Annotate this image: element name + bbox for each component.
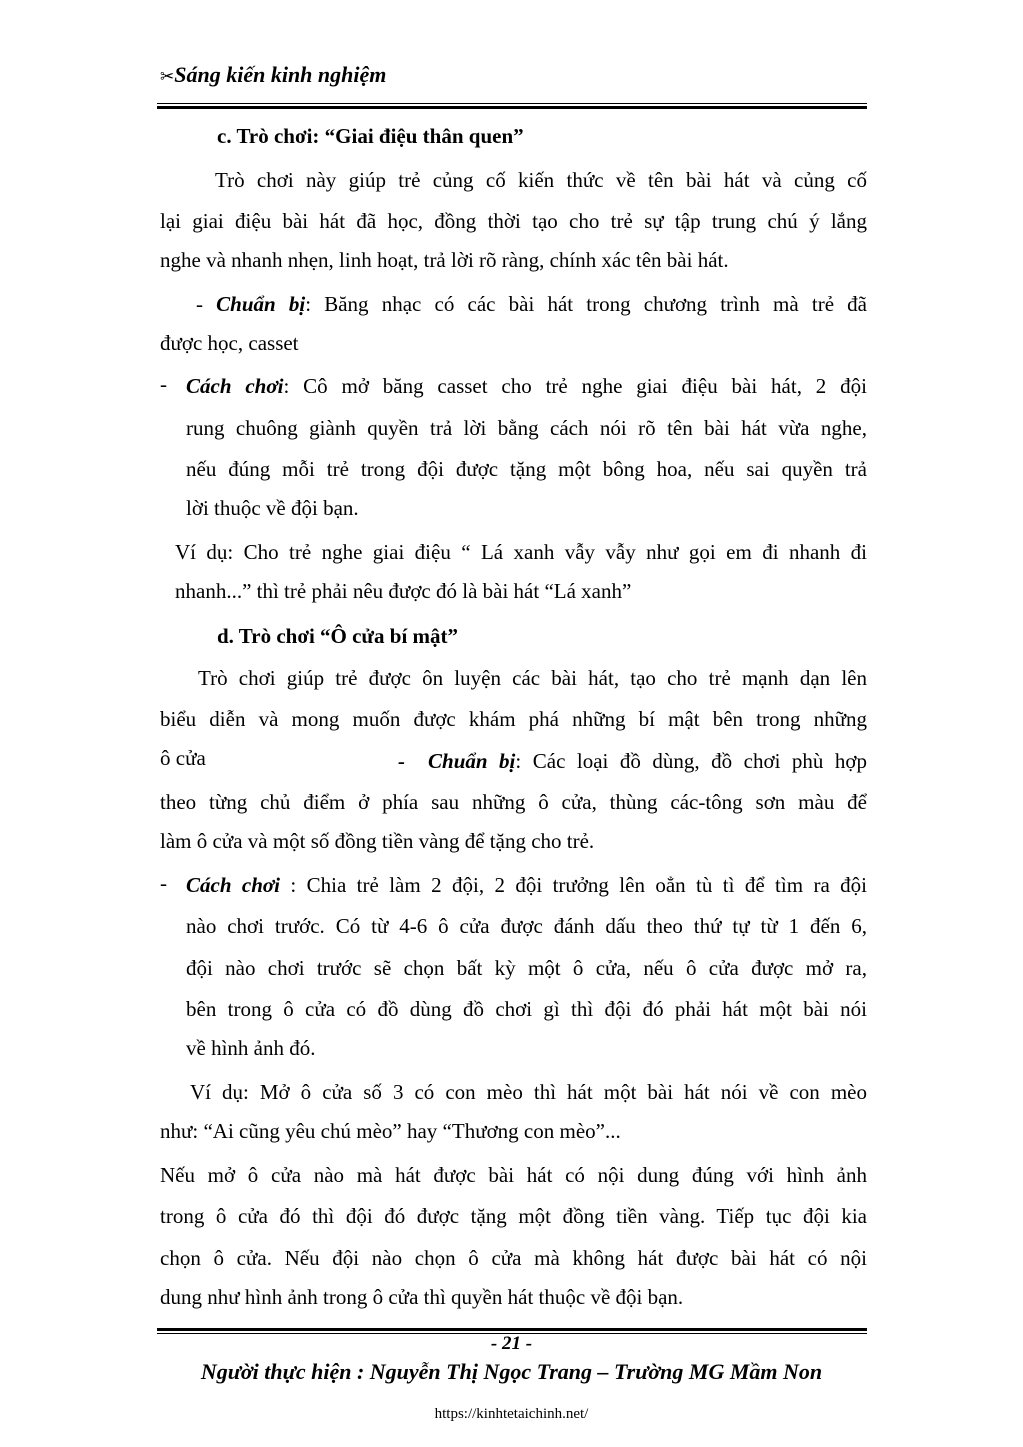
scissors-icon: ✂ [160,67,175,86]
section-d-prep-line: làm ô cửa và một số đồng tiền vàng để tặng cho trẻ. [160,829,595,853]
footer-rule-thick [157,1328,867,1331]
section-c-intro-line: nghe và nhanh nhẹn, linh hoạt, trả lời rõ ràng, chính xác tên bài hát. [160,248,729,272]
section-c-play-line: nếu đúng mỗi trẻ trong đội được tặng một bông hoa, nếu sai quyền trả [186,457,867,481]
section-d-example-line: Ví dụ: Mở ô cửa số 3 có con mèo thì hát một bài hát nói về con mèo [190,1080,867,1104]
section-c-example-line: Ví dụ: Cho trẻ nghe giai điệu “ Lá xanh vẫy vẫy như gọi em đi nhanh đi [175,540,867,564]
section-d-intro-line: ô cửa [160,746,206,770]
section-d-closing-line: chọn ô cửa. Nếu đội nào chọn ô cửa mà không hát được bài hát có nội [160,1246,867,1270]
prep-label: Chuẩn bị [428,749,516,773]
section-d-closing-line: dung như hình ảnh trong ô cửa thì quyền hát thuộc về đội bạn. [160,1285,684,1309]
section-d-play-line [186,873,867,898]
section-c-play-line: lời thuộc về đội bạn. [186,496,359,520]
section-d-prep-line [398,749,867,774]
dash: - [398,749,405,773]
section-d-intro-line: Trò chơi giúp trẻ được ôn luyện các bài hát, tạo cho trẻ mạnh dạn lên [198,666,867,690]
section-d-intro-line: biểu diễn và mong muốn được khám phá những bí mật bên trong những [160,707,867,731]
footer-url[interactable]: https://kinhtetaichinh.net/ [434,1406,589,1422]
prep-text: : Băng nhạc có các bài hát trong chương trình mà trẻ đã [305,292,867,316]
header-rule-thin [157,103,867,104]
bullet-dash: - [160,372,167,396]
play-text: : Chia trẻ làm 2 đội, 2 đội trưởng lên oẳn tù tì để tìm ra đội [280,873,867,897]
section-c-heading: c. Trò chơi: “Giai điệu thân quen” [217,124,524,148]
section-d-closing-line: trong ô cửa đó thì đội đó được tặng một đồng tiền vàng. Tiếp tục đội kia [160,1204,867,1228]
section-c-intro-line: Trò chơi này giúp trẻ củng cố kiến thức về tên bài hát và củng cố [215,168,867,192]
page-number: - 21 - [490,1333,533,1354]
prep-label: Chuẩn bị [216,292,306,316]
section-c-example-line: nhanh...” thì trẻ phải nêu được đó là bài hát “Lá xanh” [175,579,632,603]
section-c-prep-line: được học, casset [160,331,299,355]
section-d-play-line: bên trong ô cửa có đồ dùng đồ chơi gì thì đội đó phải hát một bài nói [186,997,867,1021]
section-d-play-line: nào chơi trước. Có từ 4-6 ô cửa được đánh dấu theo thứ tự từ 1 đến 6, [186,914,867,938]
footer-author: Người thực hiện : Nguyễn Thị Ngọc Trang – Trường MG Mầm Non [200,1359,823,1384]
section-c-intro-line: lại giai điệu bài hát đã học, đồng thời tạo cho trẻ sự tập trung chú ý lắng [160,209,867,233]
header-rule-thick [157,106,867,109]
section-d-closing-line: Nếu mở ô cửa nào mà hát được bài hát có nội dung đúng với hình ảnh [160,1163,867,1187]
section-c-play-line: rung chuông giành quyền trả lời bằng cách nói rõ tên bài hát vừa nghe, [186,416,867,440]
prep-text: : Các loại đồ dùng, đồ chơi phù hợp [515,749,868,773]
section-d-play-line: về hình ảnh đó. [186,1036,316,1060]
section-d-example-line: như: “Ai cũng yêu chú mèo” hay “Thương con mèo”... [160,1119,621,1143]
dash: - [196,292,203,316]
section-c-prep-line [196,292,867,317]
section-d-play-line: đội nào chơi trước sẽ chọn bất kỳ một ô cửa, nếu ô cửa được mở ra, [186,956,867,980]
document-header [160,62,386,88]
section-d-prep-line: theo từng chủ điểm ở phía sau những ô cửa, thùng các-tông sơn màu để [160,790,867,814]
section-c-play-line [186,374,867,399]
bullet-dash: - [160,871,167,895]
play-label: Cách chơi [186,374,284,398]
play-text: : Cô mở băng casset cho trẻ nghe giai điệu bài hát, 2 đội [283,374,867,398]
section-d-heading: d. Trò chơi “Ô cửa bí mật” [217,624,459,648]
play-label: Cách chơi [186,873,281,897]
header-title: Sáng kiến kinh nghiệm [174,62,387,87]
